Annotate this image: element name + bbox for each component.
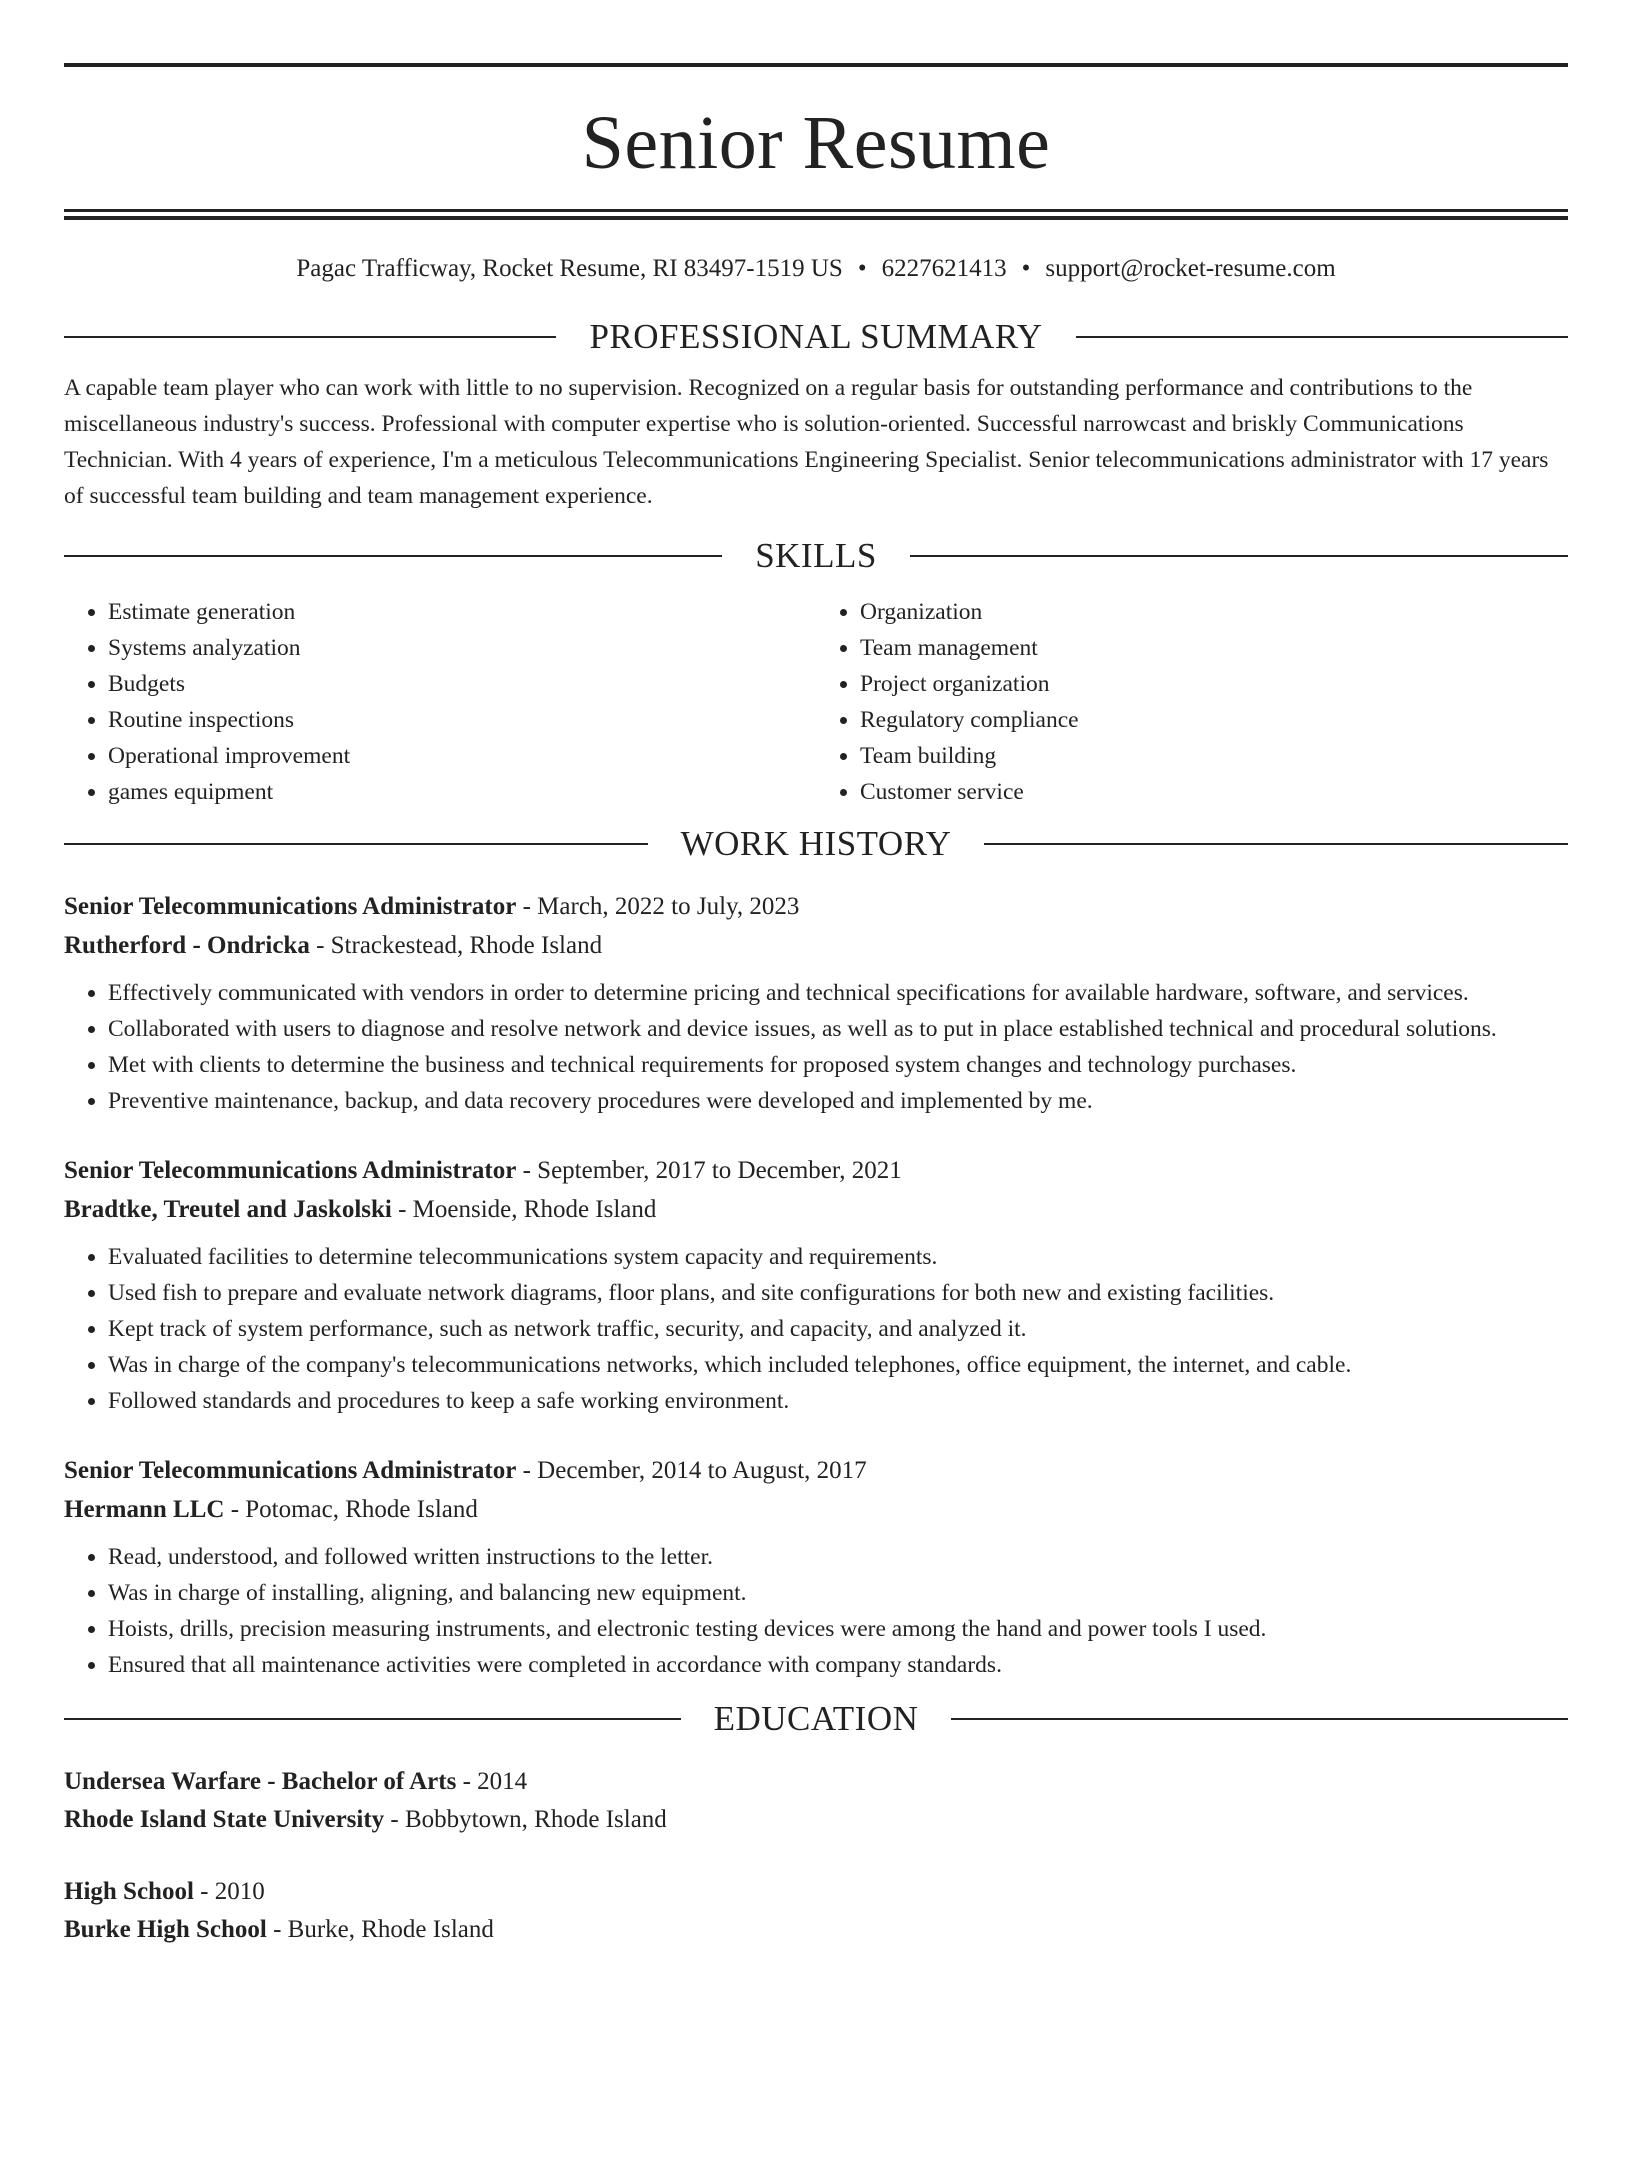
contact-address: Pagac Trafficway, Rocket Resume, RI 83497-1519 US [296,255,843,282]
skill-item: • Systems analyzation [108,630,816,666]
company-name: Bradtke, Treutel and Jaskolski [64,1196,392,1223]
job-bullet: • Was in charge of installing, aligning, and balancing new equipment. [108,1575,1568,1611]
top-rule [64,63,1568,67]
job-bullet: • Kept track of system performance, such as network traffic, security, and capacity, and analyzed it. [108,1311,1568,1347]
skills-heading-label: SKILLS [755,536,877,575]
job-bullet: • Effectively communicated with vendors in order to determine pricing and technical specifications for available hardware, software, and services. [108,975,1568,1011]
job-title: Senior Telecommunications Administrator [64,1457,517,1484]
degree-year: - 2014 [456,1768,528,1795]
summary-heading-label: PROFESSIONAL SUMMARY [589,317,1043,356]
heading-rule [64,555,722,557]
education-heading-label: EDUCATION [713,1699,919,1738]
skill-item: • Team management [860,630,1568,666]
skill-item: • Routine inspections [108,702,816,738]
company-name: Hermann LLC [64,1496,225,1523]
job-dates: - March, 2022 to July, 2023 [516,893,800,920]
job-dates: - September, 2017 to December, 2021 [516,1157,902,1184]
skills-column-left [64,594,816,810]
company-location: - Potomac, Rhode Island [224,1496,478,1523]
company-name: Rutherford - Ondricka [64,932,310,959]
resume-name: Senior Resume [581,101,1051,185]
job-bullets [64,975,1568,1119]
skills-column-right [816,594,1568,810]
job-dates: - December, 2014 to August, 2017 [516,1457,867,1484]
degree-name: High School [64,1878,194,1905]
contact-email[interactable]: support@rocket-resume.com [1045,255,1336,282]
job-bullet: • Was in charge of the company's telecommunications networks, which included telephones, office equipment, the internet, and cable. [108,1347,1568,1383]
job-bullet: • Read, understood, and followed written instructions to the letter. [108,1539,1568,1575]
work-heading [64,824,1568,864]
heading-rule [64,336,556,338]
heading-rule [64,843,648,845]
job-bullet: • Met with clients to determine the business and technical requirements for proposed system changes and technology purchases. [108,1047,1568,1083]
job-bullet: • Used fish to prepare and evaluate network diagrams, floor plans, and site configurations for both new and existing facilities. [108,1275,1568,1311]
degree-name: Undersea Warfare - Bachelor of Arts [64,1768,457,1795]
education-entry [64,1873,1568,1949]
school-name: Burke High School [64,1916,267,1943]
degree-line [64,1763,1568,1801]
skills-list [64,594,1568,810]
job-bullet: • Ensured that all maintenance activities were completed in accordance with company standards. [108,1647,1568,1683]
company-line [64,926,1568,965]
skills-heading [64,536,1568,576]
job-title-line [64,887,1568,926]
skill-item: • Operational improvement [108,738,816,774]
school-location: - Burke, Rhode Island [266,1916,494,1943]
job-title: Senior Telecommunications Administrator [64,893,517,920]
school-line [64,1801,1568,1839]
education-entry [64,1763,1568,1839]
school-location: - Bobbytown, Rhode Island [384,1806,667,1833]
job-entry [64,887,1568,1119]
skill-item: • Estimate generation [108,594,816,630]
job-bullet: • Hoists, drills, precision measuring instruments, and electronic testing devices were among the hand and power tools I used. [108,1611,1568,1647]
heading-rule [64,1718,681,1720]
resume-page [0,63,1632,2175]
summary-text: A capable team player who can work with little to no supervision. Recognized on a regular basis for outstanding performance and contributions to the miscellaneous industry's success. Professional with computer expertise who is solution-oriented. Successful narrowcast and briskly Communications Technician. With 4 years of experience, I'm a meticulous Telecommunications Engineering Specialist. Senior telecommunications administrator with 17 years of successful team building and team management experience. [64,375,1549,509]
job-title-line [64,1151,1568,1190]
company-line [64,1190,1568,1229]
job-bullet: • Followed standards and procedures to keep a safe working environment. [108,1383,1568,1419]
double-rule [64,209,1568,220]
degree-line [64,1873,1568,1911]
job-bullet: • Collaborated with users to diagnose and resolve network and device issues, as well as to put in place established technical and procedural solutions. [108,1011,1568,1047]
job-title: Senior Telecommunications Administrator [64,1157,517,1184]
contact-line [64,254,1568,284]
summary-heading [64,317,1568,357]
skill-item: • Budgets [108,666,816,702]
job-bullets [64,1239,1568,1419]
job-bullet: • Evaluated facilities to determine telecommunications system capacity and requirements. [108,1239,1568,1275]
heading-rule [910,555,1568,557]
job-entry [64,1151,1568,1419]
heading-rule [951,1718,1568,1720]
skill-item: • Regulatory compliance [860,702,1568,738]
job-entry [64,1451,1568,1683]
school-line [64,1911,1568,1949]
degree-year: - 2010 [193,1878,265,1905]
skill-item: • Organization [860,594,1568,630]
contact-phone[interactable]: 6227621413 [881,255,1007,282]
skill-item: • Team building [860,738,1568,774]
skill-item: • Project organization [860,666,1568,702]
job-bullet: • Preventive maintenance, backup, and data recovery procedures were developed and implemented by me. [108,1083,1568,1119]
contact-separator: • [1021,255,1031,282]
job-bullets [64,1539,1568,1683]
work-heading-label: WORK HISTORY [680,824,952,863]
education-heading [64,1699,1568,1739]
skill-item: • Customer service [860,774,1568,810]
job-title-line [64,1451,1568,1490]
company-line [64,1490,1568,1529]
heading-rule [1076,336,1568,338]
school-name: Rhode Island State University [64,1806,385,1833]
company-location: - Moenside, Rhode Island [391,1196,657,1223]
heading-rule [984,843,1568,845]
skill-item: • games equipment [108,774,816,810]
company-location: - Strackestead, Rhode Island [309,932,603,959]
contact-separator: • [857,255,867,282]
